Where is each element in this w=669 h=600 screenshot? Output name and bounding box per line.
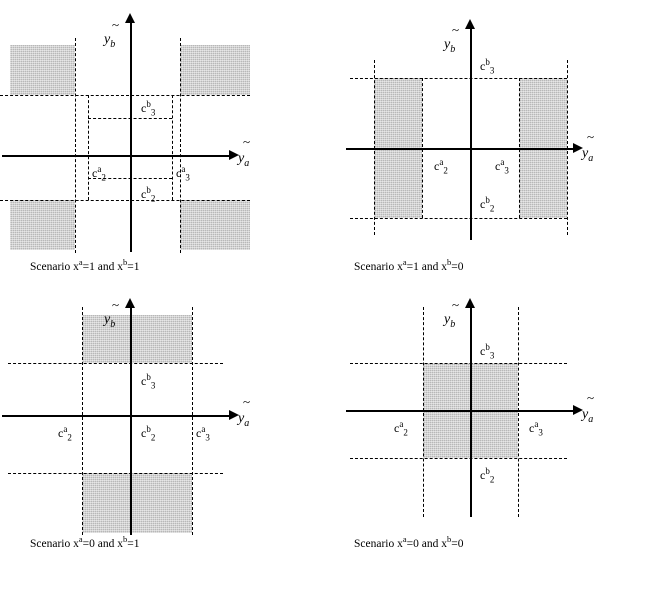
y-axis [130, 307, 132, 535]
threshold-line-ca3-outer [180, 38, 181, 253]
threshold-line-ca3 [518, 307, 519, 517]
panel-caption: Scenario $x^a=1$ and $x^b=0$ [354, 257, 464, 273]
threshold-line-ca2 [88, 95, 89, 200]
x-axis-label: $y_a$ [582, 146, 594, 164]
plot-area [336, 285, 666, 535]
threshold-line-cb3-outer [0, 95, 250, 96]
threshold-line-cb3 [350, 78, 567, 79]
y-axis-arrow-icon [465, 298, 475, 308]
threshold-line-cb3-outer [8, 363, 223, 364]
y-axis [470, 28, 472, 240]
threshold-line-ca3 [192, 307, 193, 535]
label-ca3: $c^a_3$ [495, 157, 509, 176]
threshold-line-cb2 [350, 458, 567, 459]
plot-area [0, 0, 330, 250]
shaded-region [10, 45, 75, 95]
x-axis [346, 148, 574, 150]
panel-xa0-xb0 [336, 285, 666, 570]
threshold-line-cb2-outer [0, 200, 250, 201]
x-axis [2, 155, 230, 157]
label-ca2: $c^a_2$ [394, 419, 408, 438]
shaded-region [180, 45, 250, 95]
x-axis-label: $y_a$ [238, 411, 250, 429]
label-ca2: $c^a_2$ [434, 157, 448, 176]
threshold-line-ca2 [82, 307, 83, 535]
x-axis-tilde: ~ [243, 134, 251, 149]
x-axis-tilde: ~ [587, 129, 595, 144]
shaded-region [10, 200, 75, 250]
threshold-line-cb3 [350, 363, 567, 364]
label-cb3: $c^b_3$ [480, 57, 495, 76]
label-cb2: $c^b_2$ [141, 185, 156, 204]
y-axis [130, 22, 132, 252]
y-axis [470, 307, 472, 517]
label-ca3: $c^a_3$ [196, 424, 210, 443]
panel-xa0-xb1 [0, 285, 330, 570]
y-axis-tilde: ~ [452, 297, 460, 312]
plot-area [0, 285, 330, 535]
y-axis-label: $y_b$ [104, 32, 116, 50]
panel-caption: Scenario $x^a=0$ and $x^b=1$ [30, 534, 140, 550]
x-axis-label: $y_a$ [582, 407, 594, 425]
label-cb2: $c^b_2$ [480, 466, 495, 485]
label-ca2: $c^a_2$ [58, 424, 72, 443]
label-ca3: $c^a_3$ [529, 419, 543, 438]
y-axis-tilde: ~ [112, 297, 120, 312]
x-axis-tilde: ~ [587, 390, 595, 405]
label-cb3: $c^b_3$ [141, 99, 156, 118]
panel-caption: Scenario $x^a=0$ and $x^b=0$ [354, 534, 464, 550]
plot-area [336, 0, 666, 250]
y-axis-tilde: ~ [112, 17, 120, 32]
y-axis-arrow-icon [125, 298, 135, 308]
shaded-region [180, 200, 250, 250]
x-axis [2, 415, 230, 417]
x-axis-label: $y_a$ [238, 151, 250, 169]
y-axis-arrow-icon [125, 13, 135, 23]
label-cb3: $c^b_3$ [480, 342, 495, 361]
threshold-line-ca2 [423, 307, 424, 517]
x-axis-tilde: ~ [243, 394, 251, 409]
panel-xa1-xb0 [336, 0, 666, 285]
panel-caption: Scenario $x^a=1$ and $x^b=1$ [30, 257, 140, 273]
x-axis [346, 410, 574, 412]
label-ca3: $c^a_3$ [176, 164, 190, 183]
threshold-line-ca2-outer [75, 38, 76, 253]
panel-xa1-xb1 [0, 0, 330, 285]
label-cb2: $c^b_2$ [480, 195, 495, 214]
threshold-line-cb2-outer [8, 473, 223, 474]
shaded-region [82, 473, 192, 533]
y-axis-label: $y_b$ [104, 312, 116, 330]
y-axis-label: $y_b$ [444, 312, 456, 330]
threshold-line-cb2 [350, 218, 567, 219]
y-axis-tilde: ~ [452, 22, 460, 37]
label-ca2: $c^a_2$ [92, 164, 106, 183]
y-axis-label: $y_b$ [444, 37, 456, 55]
y-axis-arrow-icon [465, 19, 475, 29]
label-cb2: $c^b_2$ [141, 424, 156, 443]
shaded-region [82, 312, 192, 363]
label-cb3: $c^b_3$ [141, 372, 156, 391]
threshold-line-ca3 [172, 95, 173, 200]
